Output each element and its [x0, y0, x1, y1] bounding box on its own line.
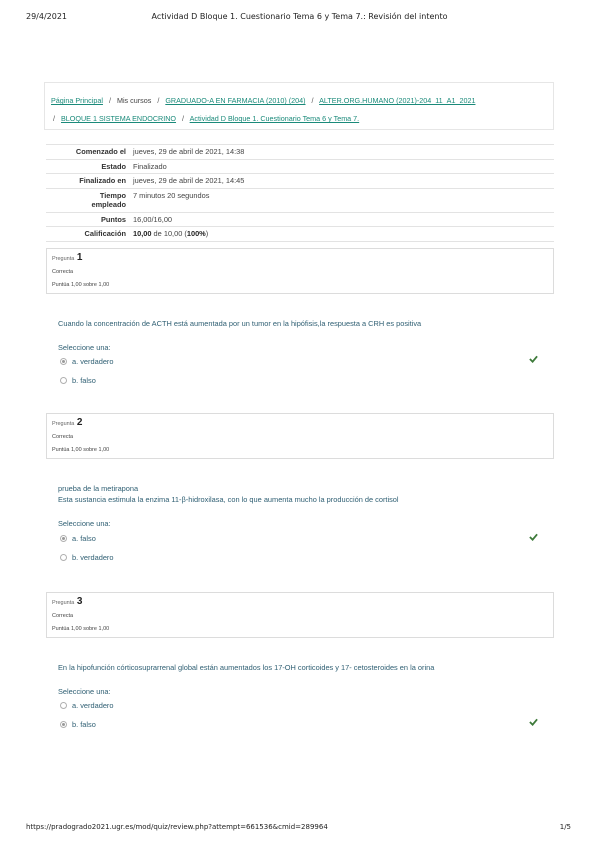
summary-label: Puntos — [100, 214, 126, 224]
select-prompt: Seleccione una: — [58, 687, 111, 696]
question-info-box — [46, 592, 554, 638]
breadcrumb-section-link[interactable]: BLOQUE 1 SISTEMA ENDOCRINO — [61, 114, 177, 123]
question-state: Correcta — [52, 613, 74, 619]
attempt-summary-table — [46, 144, 554, 242]
question-number — [52, 417, 82, 428]
breadcrumb-activity-link[interactable]: Actividad D Bloque 1. Cuestionario Tema 6 y Tema 7. — [189, 114, 360, 123]
grade-mid: de 10,00 ( — [151, 229, 187, 238]
summary-label: Calificación — [84, 229, 126, 238]
answer-option-label: a. falso — [72, 534, 96, 543]
print-header — [0, 12, 599, 24]
summary-row-time — [46, 188, 554, 212]
question-info-box — [46, 413, 554, 459]
answer-option[interactable] — [60, 720, 96, 729]
summary-row-finished — [46, 173, 554, 188]
breadcrumb-separator: / — [53, 114, 55, 123]
answer-option-label: b. verdadero — [72, 553, 114, 562]
answer-option-label: b. falso — [72, 376, 96, 385]
question-text-line: prueba de la metirapona — [58, 484, 139, 493]
radio-icon[interactable] — [60, 702, 67, 709]
breadcrumb-my-courses: Mis cursos — [116, 96, 152, 105]
select-prompt: Seleccione una: — [58, 519, 111, 528]
breadcrumb — [44, 82, 554, 130]
summary-row-grade — [46, 226, 554, 242]
summary-label: Estado — [101, 161, 126, 171]
radio-icon[interactable] — [60, 721, 67, 728]
summary-label-line: Tiempo — [99, 190, 126, 200]
breadcrumb-separator: / — [311, 96, 314, 105]
radio-icon[interactable] — [60, 377, 67, 384]
question-text — [58, 319, 548, 329]
grade-score: 10,00 — [133, 229, 152, 238]
answer-option[interactable] — [60, 534, 96, 543]
select-prompt: Seleccione una: — [58, 343, 111, 352]
question-info-box — [46, 248, 554, 294]
page-number: 1/5 — [559, 823, 571, 831]
radio-icon[interactable] — [60, 535, 67, 542]
print-date: 29/4/2021 — [26, 12, 68, 21]
checkmark-icon — [529, 533, 538, 541]
print-footer — [0, 823, 599, 835]
question-text — [58, 663, 548, 673]
summary-row-started — [46, 144, 554, 159]
summary-value: jueves, 29 de abril de 2021, 14:38 — [133, 147, 245, 156]
checkmark-icon — [529, 718, 538, 726]
breadcrumb-course-link[interactable]: ALTER.ORG.HUMANO (2021)-204_11_A1_2021 — [319, 96, 476, 105]
answer-option[interactable] — [60, 553, 114, 562]
question-number — [52, 252, 82, 263]
question-prefix: Pregunta — [52, 421, 75, 427]
answer-option[interactable] — [60, 701, 114, 710]
question-grade: Puntúa 1,00 sobre 1,00 — [52, 447, 110, 453]
answer-option[interactable] — [60, 376, 96, 385]
summary-value — [126, 227, 208, 241]
answer-option-label: a. verdadero — [72, 357, 114, 366]
checkmark-icon — [529, 355, 538, 363]
question-prefix: Pregunta — [52, 256, 75, 262]
radio-icon[interactable] — [60, 358, 67, 365]
question-text-line: Cuando la concentración de ACTH está aumentada por un tumor en la hipófisis,la respuesta a CRH es positiva — [58, 319, 422, 328]
breadcrumb-degree-link[interactable]: GRADUADO-A EN FARMACIA (2010) (204) — [165, 96, 306, 105]
print-title: Actividad D Bloque 1. Cuestionario Tema 6 y Tema 7.: Revisión del intento — [151, 12, 448, 21]
radio-icon[interactable] — [60, 554, 67, 561]
summary-label-line: empleado — [91, 200, 126, 209]
question-number-value: 1 — [76, 252, 83, 263]
question-grade: Puntúa 1,00 sobre 1,00 — [52, 282, 110, 288]
breadcrumb-line-1 — [51, 96, 475, 106]
question-state: Correcta — [52, 269, 74, 275]
question-text-line: Esta sustancia estimula la enzima 11-β-hidroxilasa, con lo que aumenta mucho la producción de cortisol — [58, 495, 399, 504]
question-text — [58, 484, 548, 505]
breadcrumb-line-2 — [53, 114, 359, 124]
summary-label: Comenzado el — [75, 147, 126, 156]
grade-end: ) — [205, 229, 209, 238]
breadcrumb-separator: / — [182, 114, 185, 123]
summary-value: jueves, 29 de abril de 2021, 14:45 — [133, 176, 245, 185]
summary-label — [46, 189, 126, 212]
question-number — [52, 596, 82, 607]
summary-value: 7 minutos 20 segundos — [133, 190, 210, 200]
answer-option[interactable] — [60, 357, 114, 366]
summary-row-state — [46, 159, 554, 174]
question-prefix: Pregunta — [52, 600, 75, 606]
question-text-line: En la hipofunción córticosuprarrenal global están aumentados los 17-OH corticoides y 17- cetosteroides en la orina — [58, 663, 435, 672]
breadcrumb-home-link[interactable]: Página Principal — [51, 96, 103, 105]
breadcrumb-separator: / — [157, 96, 160, 105]
question-number-value: 2 — [76, 417, 83, 428]
summary-value: 16,00/16,00 — [133, 214, 173, 224]
summary-row-points — [46, 212, 554, 227]
answer-option-label: a. verdadero — [72, 701, 114, 710]
breadcrumb-separator: / — [108, 96, 111, 105]
question-grade: Puntúa 1,00 sobre 1,00 — [52, 626, 110, 632]
grade-percent: 100% — [186, 229, 206, 238]
summary-label: Finalizado en — [79, 176, 126, 185]
answer-option-label: b. falso — [72, 720, 96, 729]
question-number-value: 3 — [76, 596, 83, 607]
question-state: Correcta — [52, 434, 74, 440]
summary-value: Finalizado — [133, 161, 167, 171]
print-url: https://pradogrado2021.ugr.es/mod/quiz/review.php?attempt=661536&cmid=289964 — [26, 823, 328, 831]
